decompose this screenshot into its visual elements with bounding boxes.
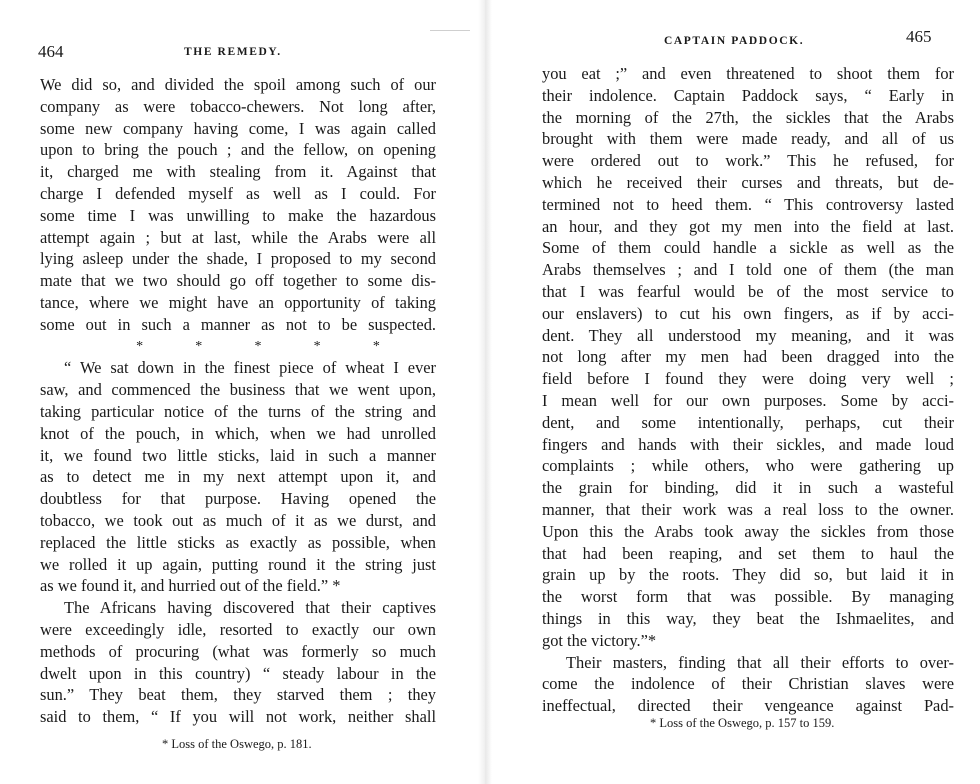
section-break-star: * bbox=[254, 338, 262, 354]
text-line: dent, and some intentionally, perhaps, cut their bbox=[542, 412, 954, 432]
text-line: that I was fearful would be of the most service to bbox=[542, 281, 954, 301]
text-line: were exceedingly idle, resorted to exactly our own bbox=[40, 619, 436, 639]
text-line: the morning of the 27th, the sickles that the Arabs bbox=[542, 107, 954, 127]
text-line: got the victory.”* bbox=[542, 630, 657, 650]
left-body-text bbox=[40, 74, 436, 728]
text-line: some out in such a manner as not to be suspected. bbox=[40, 314, 436, 334]
text-line: termined not to heed them. “ This controversy lasted bbox=[542, 194, 954, 214]
text-line: as to detect me in my next attempt upon it, and bbox=[40, 467, 436, 487]
text-line: which he received their curses and threats, but de- bbox=[542, 172, 954, 192]
text-line: dent. They all understood my meaning, and it was bbox=[542, 325, 954, 345]
text-line: charge I defended myself as well as I could. For bbox=[40, 183, 436, 203]
text-line: the worst form that was possible. By managing bbox=[542, 587, 954, 607]
section-break-star: * bbox=[195, 338, 203, 354]
text-line: it, charged me with stealing from it. Against that bbox=[40, 162, 436, 182]
text-line: it, we found two little sticks, laid in such a manner bbox=[40, 445, 436, 465]
text-line: that had been reaping, and set them to haul the bbox=[542, 543, 954, 563]
text-line: company as were tobacco-chewers. Not long after, bbox=[40, 96, 436, 116]
left-page bbox=[0, 0, 480, 784]
text-line: were ordered out to work.” This he refused, for bbox=[542, 151, 954, 171]
text-line: brought with them were made ready, and all of us bbox=[542, 129, 954, 149]
text-line: complaints ; while others, who were gathering up bbox=[542, 456, 954, 476]
section-break bbox=[40, 336, 436, 358]
text-line: their indolence. Captain Paddock says, “ Early in bbox=[542, 85, 954, 105]
text-line: tance, where we might have an opportunity of taking bbox=[40, 292, 436, 312]
text-line: manner, that their work was a real loss to the owner. bbox=[542, 499, 954, 519]
right-page bbox=[490, 0, 980, 784]
right-footnote: * Loss of the Oswego, p. 157 to 159. bbox=[650, 716, 835, 730]
text-line: saw, and commenced the business that we went upon, bbox=[40, 380, 436, 400]
text-line: Their masters, finding that all their efforts to over- bbox=[566, 652, 954, 672]
text-line: our enslavers) to cut his own fingers, as if by acci- bbox=[542, 303, 954, 323]
left-page-number: 464 bbox=[38, 42, 64, 61]
text-line: dwelt upon in this country) “ steady labour in the bbox=[40, 663, 436, 683]
text-line: ineffectual, directed their vengeance against Pad- bbox=[542, 696, 954, 716]
text-line: attempt again ; but at last, while the Arabs were all bbox=[40, 227, 436, 247]
text-line: fingers and hands with their sickles, and made loud bbox=[542, 434, 954, 454]
text-line: tobacco, we took out as much of it as we durst, and bbox=[40, 510, 436, 530]
text-line: I mean well for our own purposes. Some by acci- bbox=[542, 390, 954, 410]
text-line: some new company having come, I was again called bbox=[40, 118, 436, 138]
section-break-star: * bbox=[313, 338, 321, 354]
text-line: Upon this the Arabs took away the sickles from those bbox=[542, 521, 954, 541]
text-line: said to them, “ If you will not work, neither shall bbox=[40, 707, 436, 727]
left-footnote: * Loss of the Oswego, p. 181. bbox=[162, 737, 312, 751]
text-line: an hour, and they got my men into the field at last. bbox=[542, 216, 954, 236]
text-line: taking particular notice of the turns of the string and bbox=[40, 401, 436, 421]
scan-mark bbox=[430, 30, 470, 31]
text-line: “ We sat down in the finest piece of wheat I ever bbox=[64, 358, 436, 378]
text-line: the grain for binding, did it in such a wasteful bbox=[542, 478, 954, 498]
section-break-star: * bbox=[372, 338, 380, 354]
right-page-number: 465 bbox=[906, 27, 932, 46]
text-line: you eat ;” and even threatened to shoot them for bbox=[542, 64, 954, 83]
text-line: as we found it, and hurried out of the field.” * bbox=[40, 576, 341, 596]
text-line: methods of procuring (what was formerly so much bbox=[40, 641, 436, 661]
text-line: not long after my men had been dragged into the bbox=[542, 347, 954, 367]
text-line: replaced the little sticks as exactly as possible, when bbox=[40, 532, 436, 552]
text-line: mate that we two should go off together to some dis- bbox=[40, 271, 436, 291]
text-line: field before I found they were doing very well ; bbox=[542, 369, 954, 389]
text-line: doubtless for that purpose. Having opened the bbox=[40, 489, 436, 509]
section-break-star: * bbox=[136, 338, 144, 354]
text-line: Some of them could handle a sickle as well as the bbox=[542, 238, 954, 258]
text-line: lying asleep under the shade, I proposed to my second bbox=[40, 249, 436, 269]
text-line: Arabs themselves ; and I told one of them (the man bbox=[542, 260, 954, 280]
text-line: sun.” They beat them, they starved them ; they bbox=[40, 685, 436, 705]
text-line: come the indolence of their Christian slaves were bbox=[542, 674, 954, 694]
text-line: things in this way, they beat the Ishmaelites, and bbox=[542, 608, 954, 628]
left-running-head: THE REMEDY. bbox=[184, 46, 282, 58]
text-line: grain up by the roots. They did so, but laid it in bbox=[542, 565, 954, 585]
text-line: upon to bring the pouch ; and the fellow, on opening bbox=[40, 140, 436, 160]
right-body-text bbox=[542, 63, 954, 717]
text-line: knot of the pouch, in which, when we had unrolled bbox=[40, 423, 436, 443]
text-line: We did so, and divided the spoil among such of our bbox=[40, 75, 436, 94]
text-line: The Africans having discovered that their captives bbox=[64, 598, 436, 618]
text-line: we rolled it up again, putting round it the string just bbox=[40, 554, 436, 574]
right-running-head: CAPTAIN PADDOCK. bbox=[664, 35, 805, 47]
text-line: some time I was unwilling to make the hazardous bbox=[40, 205, 436, 225]
